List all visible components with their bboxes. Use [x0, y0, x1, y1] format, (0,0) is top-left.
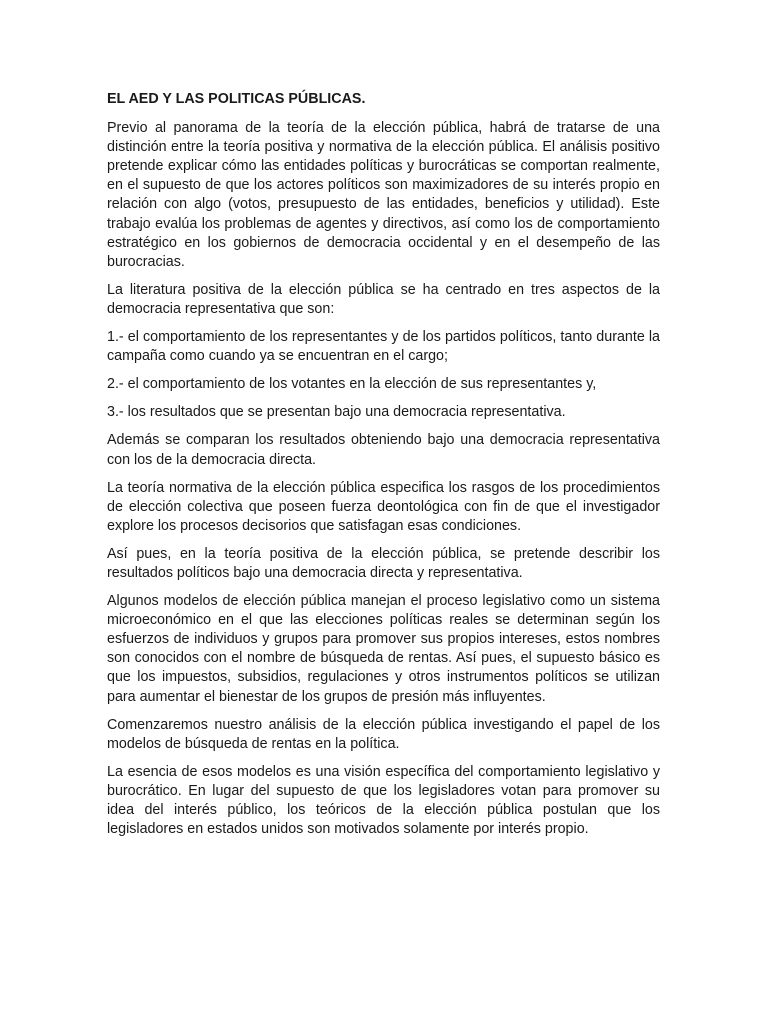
list-item-2: 2.- el comportamiento de los votantes en la elección de sus representantes y, — [107, 376, 597, 393]
paragraph-analysis-start: Comenzaremos nuestro análisis de la elección pública investigando el papel de los modelos de búsqueda de rentas en la política. — [107, 716, 660, 752]
paragraph-comparison: Además se comparan los resultados obteniendo bajo una democracia representativa con los de la democracia directa. — [107, 432, 660, 468]
paragraph-essence: La esencia de esos modelos es una visión específica del comportamiento legislativo y burocrático. En lugar del supuesto de que los legisladores votan para promover su idea del interés público, los teóricos de la elección pública postulan que los legisladores en estados unidos son motivados solamente por interés propio. — [107, 763, 660, 838]
paragraph-positive-theory: Así pues, en la teoría positiva de la elección pública, se pretende describir los resultados políticos bajo una democracia directa y representativa. — [107, 545, 660, 581]
list-item-1: 1.- el comportamiento de los representantes y de los partidos políticos, tanto durante la campaña como cuando ya se encuentran en el cargo; — [107, 329, 660, 365]
paragraph-rent-seeking-models: Algunos modelos de elección pública manejan el proceso legislativo como un sistema microeconómico en el que las elecciones políticas reales se determinan según los esfuerzos de individuos y grupos para promover sus propios intereses, estos nombres son conocidos con el nombre de búsqueda de rentas. Así pues, el supuesto básico es que los impuestos, subsidios, regulaciones y otros instrumentos políticos se utilizan para aumentar el bienestar de los grupos de presión más influyentes. — [107, 593, 660, 705]
document-title: EL AED Y LAS POLITICAS PÚBLICAS. — [107, 91, 366, 107]
paragraph-positive-literature: La literatura positiva de la elección pública se ha centrado en tres aspectos de la democracia representativa que son: — [107, 281, 660, 317]
list-item-3: 3.- los resultados que se presentan bajo una democracia representativa. — [107, 404, 566, 421]
paragraph-normative-theory: La teoría normativa de la elección pública especifica los rasgos de los procedimientos de elección colectiva que poseen fuerza deontológica con fin de que el investigador explore los procesos decisorios que satisfagan esas condiciones. — [107, 479, 660, 534]
paragraph-intro: Previo al panorama de la teoría de la elección pública, habrá de tratarse de una distinción entre la teoría positiva y normativa de la elección pública. El análisis positivo pretende explicar cómo las entidades políticas y burocráticas se comportan realmente, en el supuesto de que los actores políticos son maximizadores de su interés propio en relación con algo (votos, presupuesto de las entidades, beneficios y utilidad). Este trabajo evalúa los problemas de agentes y directivos, así como los de comportamiento estratégico en los gobiernos de democracia occidental y en el desempeño de las burocracias. — [107, 120, 660, 270]
document-page — [107, 90, 660, 848]
